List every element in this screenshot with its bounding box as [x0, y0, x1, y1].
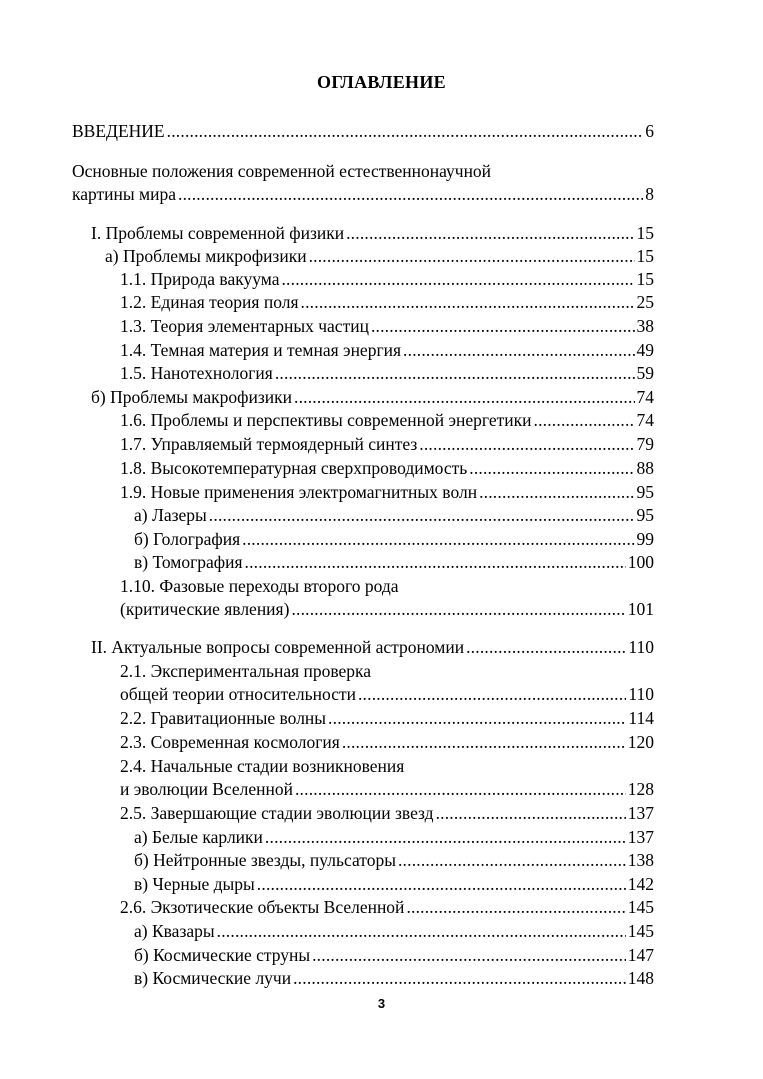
- leader-dots: [419, 433, 634, 455]
- toc-entry: 1.4. Темная материя и темная энергия ..... 49: [120, 339, 654, 361]
- toc-subentry: в) Космические лучи ..... 148: [134, 967, 654, 989]
- toc-entry: картины мира ..... 8: [72, 183, 654, 205]
- toc-subentry: а) Квазары ..... 145: [134, 920, 654, 942]
- leader-dots: [217, 920, 626, 942]
- toc-entry: и эволюции Вселенной ..... 128: [120, 778, 654, 800]
- toc-entry: 1.6. Проблемы и перспективы современной энергетики ..... 74: [120, 409, 654, 431]
- leader-dots: [312, 944, 626, 966]
- toc-entry: 1.8. Высокотемпературная сверхпроводимость ..... 88: [120, 457, 654, 479]
- toc-entry: 2.5. Завершающие стадии эволюции звезд ..... 137: [120, 802, 654, 824]
- leader-dots: [265, 826, 626, 848]
- leader-dots: [398, 849, 626, 871]
- leader-dots: [257, 873, 626, 895]
- toc-subentry: б) Голография ..... 99: [134, 528, 654, 550]
- leader-dots: [178, 183, 643, 205]
- toc-entry: 1.2. Единая теория поля ..... 25: [120, 291, 654, 313]
- toc-subentry: а) Белые карлики ..... 137: [134, 826, 654, 848]
- toc-entry: 1.5. Нанотехнология ..... 59: [120, 362, 654, 384]
- leader-dots: [371, 315, 635, 337]
- toc-subentry: в) Томография ..... 100: [134, 551, 654, 573]
- leader-dots: [242, 528, 634, 550]
- leader-dots: [245, 551, 626, 573]
- leader-dots: [328, 707, 626, 729]
- toc-entry: общей теории относительности ..... 110: [120, 683, 654, 705]
- leader-dots: [436, 802, 626, 824]
- toc-entry: 1.9. Новые применения электромагнитных волн ..... 95: [120, 481, 654, 503]
- leader-dots: [466, 636, 626, 658]
- toc-chapter-1: I. Проблемы современной физики ..... 15: [91, 222, 654, 244]
- leader-dots: [309, 245, 635, 267]
- leader-dots: [346, 222, 634, 244]
- leader-dots: [301, 291, 635, 313]
- toc-entry-line: Основные положения современной естественнонаучной: [72, 161, 492, 181]
- leader-dots: [275, 362, 635, 384]
- toc-subentry: б) Космические струны ..... 147: [134, 944, 654, 966]
- toc-subentry: в) Черные дыры ..... 142: [134, 873, 654, 895]
- toc-entry: 1.7. Управляемый термоядерный синтез ..... 79: [120, 433, 654, 455]
- toc-entry: (критические явления) ..... 101: [120, 598, 654, 620]
- leader-dots: [293, 967, 626, 989]
- toc-entry: 2.2. Гравитационные волны ..... 114: [120, 707, 654, 729]
- leader-dots: [342, 731, 626, 753]
- toc-entry-line: 2.4. Начальные стадии возникновения: [120, 756, 405, 776]
- toc-section: б) Проблемы макрофизики ..... 74: [91, 386, 654, 408]
- leader-dots: [291, 598, 625, 620]
- leader-dots: [358, 683, 626, 705]
- leader-dots: [479, 481, 634, 503]
- leader-dots: [294, 386, 635, 408]
- page-title: ОГЛАВЛЕНИЕ: [317, 72, 446, 92]
- page-number: 3: [377, 996, 386, 1011]
- leader-dots: [403, 339, 634, 361]
- toc-entry: 1.3. Теория элементарных частиц ..... 38: [120, 315, 654, 337]
- toc-entry-line: 2.1. Экспериментальная проверка: [120, 661, 372, 681]
- leader-dots: [295, 778, 626, 800]
- toc-entry: 1.1. Природа вакуума ..... 15: [120, 268, 654, 290]
- leader-dots: [406, 896, 625, 918]
- toc-chapter-2: II. Актуальные вопросы современной астрономии ..... 110: [91, 636, 654, 658]
- leader-dots: [281, 268, 634, 290]
- leader-dots: [209, 504, 635, 526]
- toc-entry: 2.6. Экзотические объекты Вселенной ..... 145: [120, 896, 654, 918]
- leader-dots: [167, 120, 644, 142]
- toc-subentry: б) Нейтронные звезды, пульсаторы ..... 138: [134, 849, 654, 871]
- toc-entry: 2.3. Современная космология ..... 120: [120, 731, 654, 753]
- leader-dots: [469, 457, 634, 479]
- toc-section: а) Проблемы микрофизики ..... 15: [105, 245, 654, 267]
- toc-entry-introduction: ВВЕДЕНИЕ ..... 6: [72, 120, 654, 142]
- toc-entry-line: 1.10. Фазовые переходы второго рода: [120, 576, 399, 596]
- leader-dots: [534, 409, 635, 431]
- toc-subentry: а) Лазеры ..... 95: [134, 504, 654, 526]
